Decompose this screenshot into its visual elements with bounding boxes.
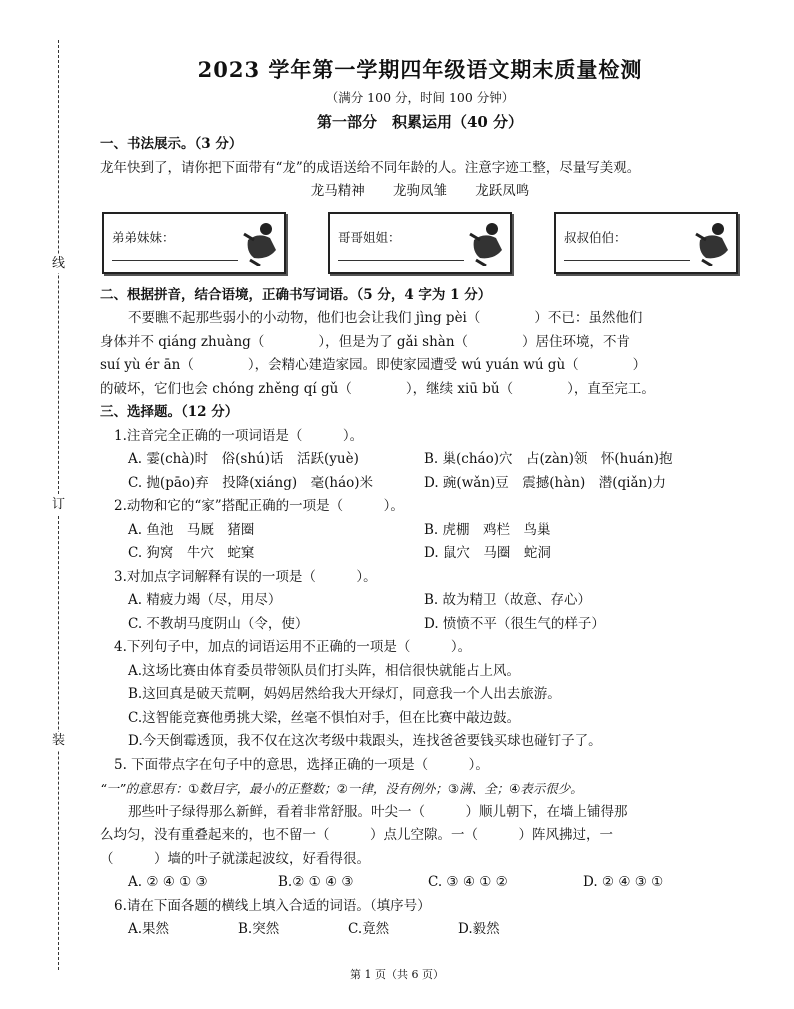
option-c[interactable]: C. ③ ④ ① ②: [428, 874, 508, 890]
section-1-text: 龙年快到了，请你把下面带有“龙”的成语送给不同年龄的人。注意字迹工整，尽量写美观。: [100, 159, 641, 176]
box-label: 叔叔伯伯：: [564, 229, 627, 245]
question-options: [100, 519, 740, 543]
writing-line: [564, 260, 690, 261]
option-a[interactable]: A. ② ④ ① ③: [128, 874, 208, 890]
option-c[interactable]: C.竟然: [348, 921, 390, 937]
option-c[interactable]: C. 狗窝 牛穴 蛇窠: [128, 545, 255, 561]
dragon-dancer-icon: [240, 220, 280, 266]
pinyin-line[interactable]: 不要瞧不起那些弱小的小动物，他们也会让我们 jìng pèi（ ）不已：虽然他们: [128, 310, 643, 326]
calligraphy-box-younger[interactable]: [102, 212, 286, 274]
section-2-heading: 二、根据拼音，结合语境，正确书写词语。（5 分，4 字为 1 分）: [100, 286, 492, 303]
section-1-heading: 一、书法展示。（3 分）: [100, 136, 243, 152]
option-d[interactable]: D. 豌(wǎn)豆 震撼(hàn) 潜(qiǎn)力: [424, 474, 666, 491]
question-5-passage: （ ）墙的叶子就漾起波纹，好看得很。: [100, 850, 370, 867]
idiom: 龙马精神: [310, 183, 365, 199]
question-options: [100, 472, 740, 496]
question-5-meaning: “一”的意思有：①数目字，最小的正整数；②一律，没有例外；③满、全；④表示很少。: [100, 781, 583, 796]
question-5-passage: 那些叶子绿得那么新鲜，看着非常舒服。叶尖一（ ）顺儿朝下，在墙上铺得那: [128, 803, 628, 820]
part-title: 第一部分 积累运用（40 分）: [316, 113, 524, 131]
pinyin-line[interactable]: 的破坏，它们也会 chóng zhěng qí gǔ（ ），继续 xiū bǔ（ ），直至完工。: [100, 380, 655, 397]
question-5-stem: 5. 下面带点字在句子中的意思，选择正确的一项是（ ）。: [114, 756, 489, 773]
idiom-list: [100, 180, 740, 204]
option-d[interactable]: D.毅然: [458, 921, 500, 937]
option-d[interactable]: D. 鼠穴 马圈 蛇洞: [424, 545, 551, 561]
question-1-stem: 1.注音完全正确的一项词语是（ ）。: [114, 427, 364, 444]
exam-subtitle: （满分 100 分，时间 100 分钟）: [325, 90, 515, 105]
idiom: 龙驹凤雏: [393, 183, 447, 199]
binding-char: 线: [52, 256, 66, 271]
calligraphy-box-elder[interactable]: [554, 212, 738, 274]
page-footer: 第 1 页（共 6 页）: [350, 968, 444, 981]
option-c[interactable]: C. 不教胡马度阴山（令，使）: [128, 615, 309, 632]
option-d[interactable]: D. ② ④ ③ ①: [583, 874, 664, 890]
option-a[interactable]: A. 鱼池 马厩 猪圈: [128, 521, 255, 538]
calligraphy-box-older[interactable]: [328, 212, 512, 274]
option-b[interactable]: B.突然: [238, 921, 280, 937]
writing-line: [338, 260, 464, 261]
question-options: [100, 871, 740, 895]
box-label: 哥哥姐姐：: [338, 229, 401, 245]
calligraphy-boxes: [100, 212, 740, 274]
option-b[interactable]: B.② ① ④ ③: [278, 874, 354, 890]
dragon-dancer-icon: [466, 220, 506, 266]
question-options: [100, 613, 740, 637]
option-d[interactable]: D.今天倒霉透顶，我不仅在这次考级中栽跟头，连找爸爸要钱买球也碰钉子了。: [128, 733, 602, 749]
option-a[interactable]: A. 精疲力竭（尽，用尽）: [128, 592, 282, 608]
question-4-stem: 4.下列句子中，加点的词语运用不正确的一项是（ ）。: [114, 639, 472, 655]
question-6-stem: 6.请在下面各题的横线上填入合适的词语。（填序号）: [114, 897, 431, 914]
pinyin-line[interactable]: 身体并不 qiáng zhuàng（ ），但是为了 gǎi shàn（ ）居住环境，不肯: [100, 333, 631, 350]
pinyin-line[interactable]: suí yù ér ān（ ），会精心建造家园。即使家园遭受 wú yuán wú gù（ ）: [100, 357, 647, 373]
question-options: [100, 589, 740, 613]
option-a[interactable]: A. 霎(chà)时 俗(shú)话 活跃(yuè): [128, 451, 359, 467]
section-3-heading: 三、选择题。（12 分）: [100, 404, 239, 420]
idiom: 龙跃凤鸣: [475, 183, 530, 199]
option-b[interactable]: B.这回真是破天荒啊，妈妈居然给我大开绿灯，同意我一个人出去旅游。: [128, 686, 561, 702]
question-2-stem: 2.动物和它的“家”搭配正确的一项是（ ）。: [114, 498, 404, 514]
option-b[interactable]: B. 故为精卫（故意、存心）: [424, 592, 592, 608]
exam-title: 2023 学年第一学期四年级语文期末质量检测: [197, 57, 643, 82]
option-d[interactable]: D. 愤愤不平（很生气的样子）: [424, 615, 605, 632]
question-options: [100, 448, 740, 472]
binding-char: 订: [52, 497, 66, 512]
question-options: [100, 542, 740, 566]
question-3-stem: 3.对加点字词解释有误的一项是（ ）。: [114, 568, 377, 585]
question-5-passage: 么均匀，没有重叠起来的，也不留一（ ）点儿空隙。一（ ）阵风拂过，一: [100, 827, 613, 843]
option-c[interactable]: C.这智能竞赛他勇挑大梁，丝毫不惧怕对手，但在比赛中敲边鼓。: [128, 709, 521, 726]
option-b[interactable]: B. 巢(cháo)穴 占(zàn)领 怀(huán)抱: [424, 451, 673, 467]
question-options: [100, 918, 740, 942]
option-a[interactable]: A.这场比赛由体育委员带领队员们打头阵，相信很快就能占上风。: [128, 662, 521, 679]
exam-page: [100, 55, 740, 942]
option-b[interactable]: B. 虎棚 鸡栏 鸟巢: [424, 521, 551, 538]
writing-line: [112, 260, 238, 261]
binding-char: 装: [52, 733, 66, 748]
box-label: 弟弟妹妹：: [112, 229, 175, 245]
option-c[interactable]: C. 抛(pāo)弃 投降(xiáng) 毫(háo)米: [128, 474, 374, 491]
option-a[interactable]: A.果然: [128, 921, 170, 937]
dragon-dancer-icon: [692, 220, 732, 266]
